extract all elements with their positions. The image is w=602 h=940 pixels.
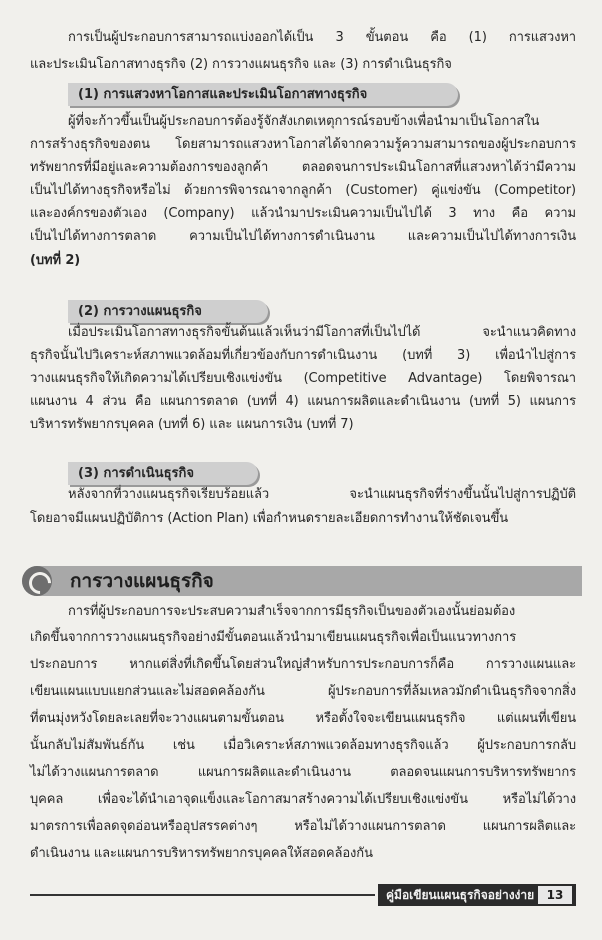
step2-line-3: วางแผนธุรกิจให้เกิดความได้เปรียบเชิงแข่งขัน (Competitive Advantage) โดยพิจารณา: [30, 371, 576, 386]
step1-line-3: ทรัพยากรที่มีอยู่และความต้องการของลูกค้า ตลอดจนการประเมินโอกาสที่แสวงหาได้ว่ามีความ: [30, 160, 576, 175]
section-line-10: ดำเนินงาน และแผนการบริหารทรัพยากรบุคคลให้สอดคล้องกัน: [30, 846, 373, 861]
footer-bar: [378, 884, 576, 906]
section-line-5: ที่ตนมุ่งหวังโดยละเลยที่จะวางแผนตามขั้นตอน หรือตั้งใจจะเขียนแผนธุรกิจ แต่แผนที่เขียน: [30, 711, 576, 726]
section-title: การวางแผนธุรกิจ: [70, 570, 214, 592]
step1-heading: [68, 83, 458, 106]
section-line-7: ไม่ได้วางแผนการตลาด แผนการผลิตและดำเนินงาน ตลอดจนแผนการบริหารทรัพยากร: [30, 765, 576, 780]
section-line-8: บุคคล เพื่อจะได้นำเอาจุดแข็งและโอกาสมาสร้างความได้เปรียบเชิงแข่งขัน หรือไม่ได้วาง: [30, 792, 576, 807]
step1-line-2: การสร้างธุรกิจของตน โดยสามารถแสวงหาโอกาสได้จากความรู้ความสามารถของผู้ประกอบการ: [30, 137, 576, 152]
section-header-bar: [22, 566, 582, 596]
book-title: คู่มือเขียนแผนธุรกิจอย่างง่าย: [386, 888, 535, 902]
step3-line-1: หลังจากที่วางแผนธุรกิจเรียบร้อยแล้ว จะนำแผนธุรกิจที่ร่างขึ้นนั้นไปสู่การปฏิบัติ: [68, 487, 576, 502]
section-line-6: นั้นกลับไม่สัมพันธ์กัน เช่น เมื่อวิเคราะห์สภาพแวดล้อมทางธุรกิจแล้ว ผู้ประกอบการกลับ: [30, 738, 576, 753]
intro-line-2: และประเมินโอกาสทางธุรกิจ (2) การวางแผนธุรกิจ และ (3) การดำเนินธุรกิจ: [30, 57, 452, 72]
step1-line-6: เป็นไปได้ทางการตลาด ความเป็นไปได้ทางการดำเนินงาน และความเป็นไปได้ทางการเงิน: [30, 229, 576, 244]
section-line-2: เกิดขึ้นจากการวางแผนธุรกิจอย่างมีขั้นตอนแล้วนำมาเขียนแผนธุรกิจเพื่อเป็นแนวทางการ: [30, 630, 517, 645]
step3-heading: [68, 462, 258, 485]
step2-line-4: แผนงาน 4 ส่วน คือ แผนการตลาด (บทที่ 4) แผนการผลิตและดำเนินงาน (บทที่ 5) แผนการ: [30, 394, 576, 409]
intro-line-1: การเป็นผู้ประกอบการสามารถแบ่งออกได้เป็น 3 ขั้นตอน คือ (1) การแสวงหา: [68, 30, 576, 45]
section-line-9: มาตรการเพื่อลดจุดอ่อนหรืออุปสรรคต่างๆ หรือไม่ได้วางแผนการตลาด แผนการผลิตและ: [30, 819, 576, 834]
page-number: 13: [538, 886, 572, 904]
step1-line-5: และองค์กรของตัวเอง (Company) แล้วนำมาประเมินความเป็นไปได้ 3 ทาง คือ ความ: [30, 206, 576, 221]
step3-line-2: โดยอาจมีแผนปฏิบัติการ (Action Plan) เพื่อกำหนดรายละเอียดการทำงานให้ชัดเจนขึ้น: [30, 511, 509, 526]
footer-rule: [30, 894, 375, 896]
step1-heading-text: (1) การแสวงหาโอกาสและประเมินโอกาสทางธุรกิจ: [78, 87, 368, 102]
section-line-4: เขียนแผนแบบแยกส่วนและไม่สอดคล้องกัน ผู้ประกอบการที่ล้มเหลวมักดำเนินธุรกิจจากสิ่ง: [30, 684, 576, 699]
step1-chapter-ref: (บทที่ 2): [30, 253, 81, 268]
step2-line-1: เมื่อประเมินโอกาสทางธุรกิจขั้นต้นแล้วเห็นว่ามีโอกาสที่เป็นไปได้ จะนำแนวคิดทาง: [68, 325, 576, 340]
step2-line-5: บริหารทรัพยากรบุคคล (บทที่ 6) และ แผนการเงิน (บทที่ 7): [30, 417, 354, 432]
step2-heading-text: (2) การวางแผนธุรกิจ: [78, 304, 202, 319]
step1-line-1: ผู้ที่จะก้าวขึ้นเป็นผู้ประกอบการต้องรู้จักสังเกตเหตุการณ์รอบข้างเพื่อนำมาเป็นโอกาสใน: [68, 114, 540, 129]
step2-line-2: ธุรกิจนั้นไปวิเคราะห์สภาพแวดล้อมที่เกี่ยวข้องกับการดำเนินงาน (บทที่ 3) เพื่อนำไปสู่การ: [30, 348, 576, 363]
section-line-1: การที่ผู้ประกอบการจะประสบความสำเร็จจากการมีธุรกิจเป็นของตัวเองนั้นย่อมต้อง: [68, 604, 516, 619]
step3-heading-text: (3) การดำเนินธุรกิจ: [78, 466, 194, 481]
circle-arrow-icon: [22, 566, 52, 596]
section-line-3: ประกอบการ หากแต่สิ่งที่เกิดขึ้นโดยส่วนใหญ่สำหรับการประกอบการก็คือ การวางแผนและ: [30, 657, 576, 672]
step2-heading: [68, 300, 268, 323]
step1-line-4: เป็นไปได้ทางธุรกิจหรือไม่ ด้วยการพิจารณาจากลูกค้า (Customer) คู่แข่งขัน (Competitor): [30, 183, 576, 198]
